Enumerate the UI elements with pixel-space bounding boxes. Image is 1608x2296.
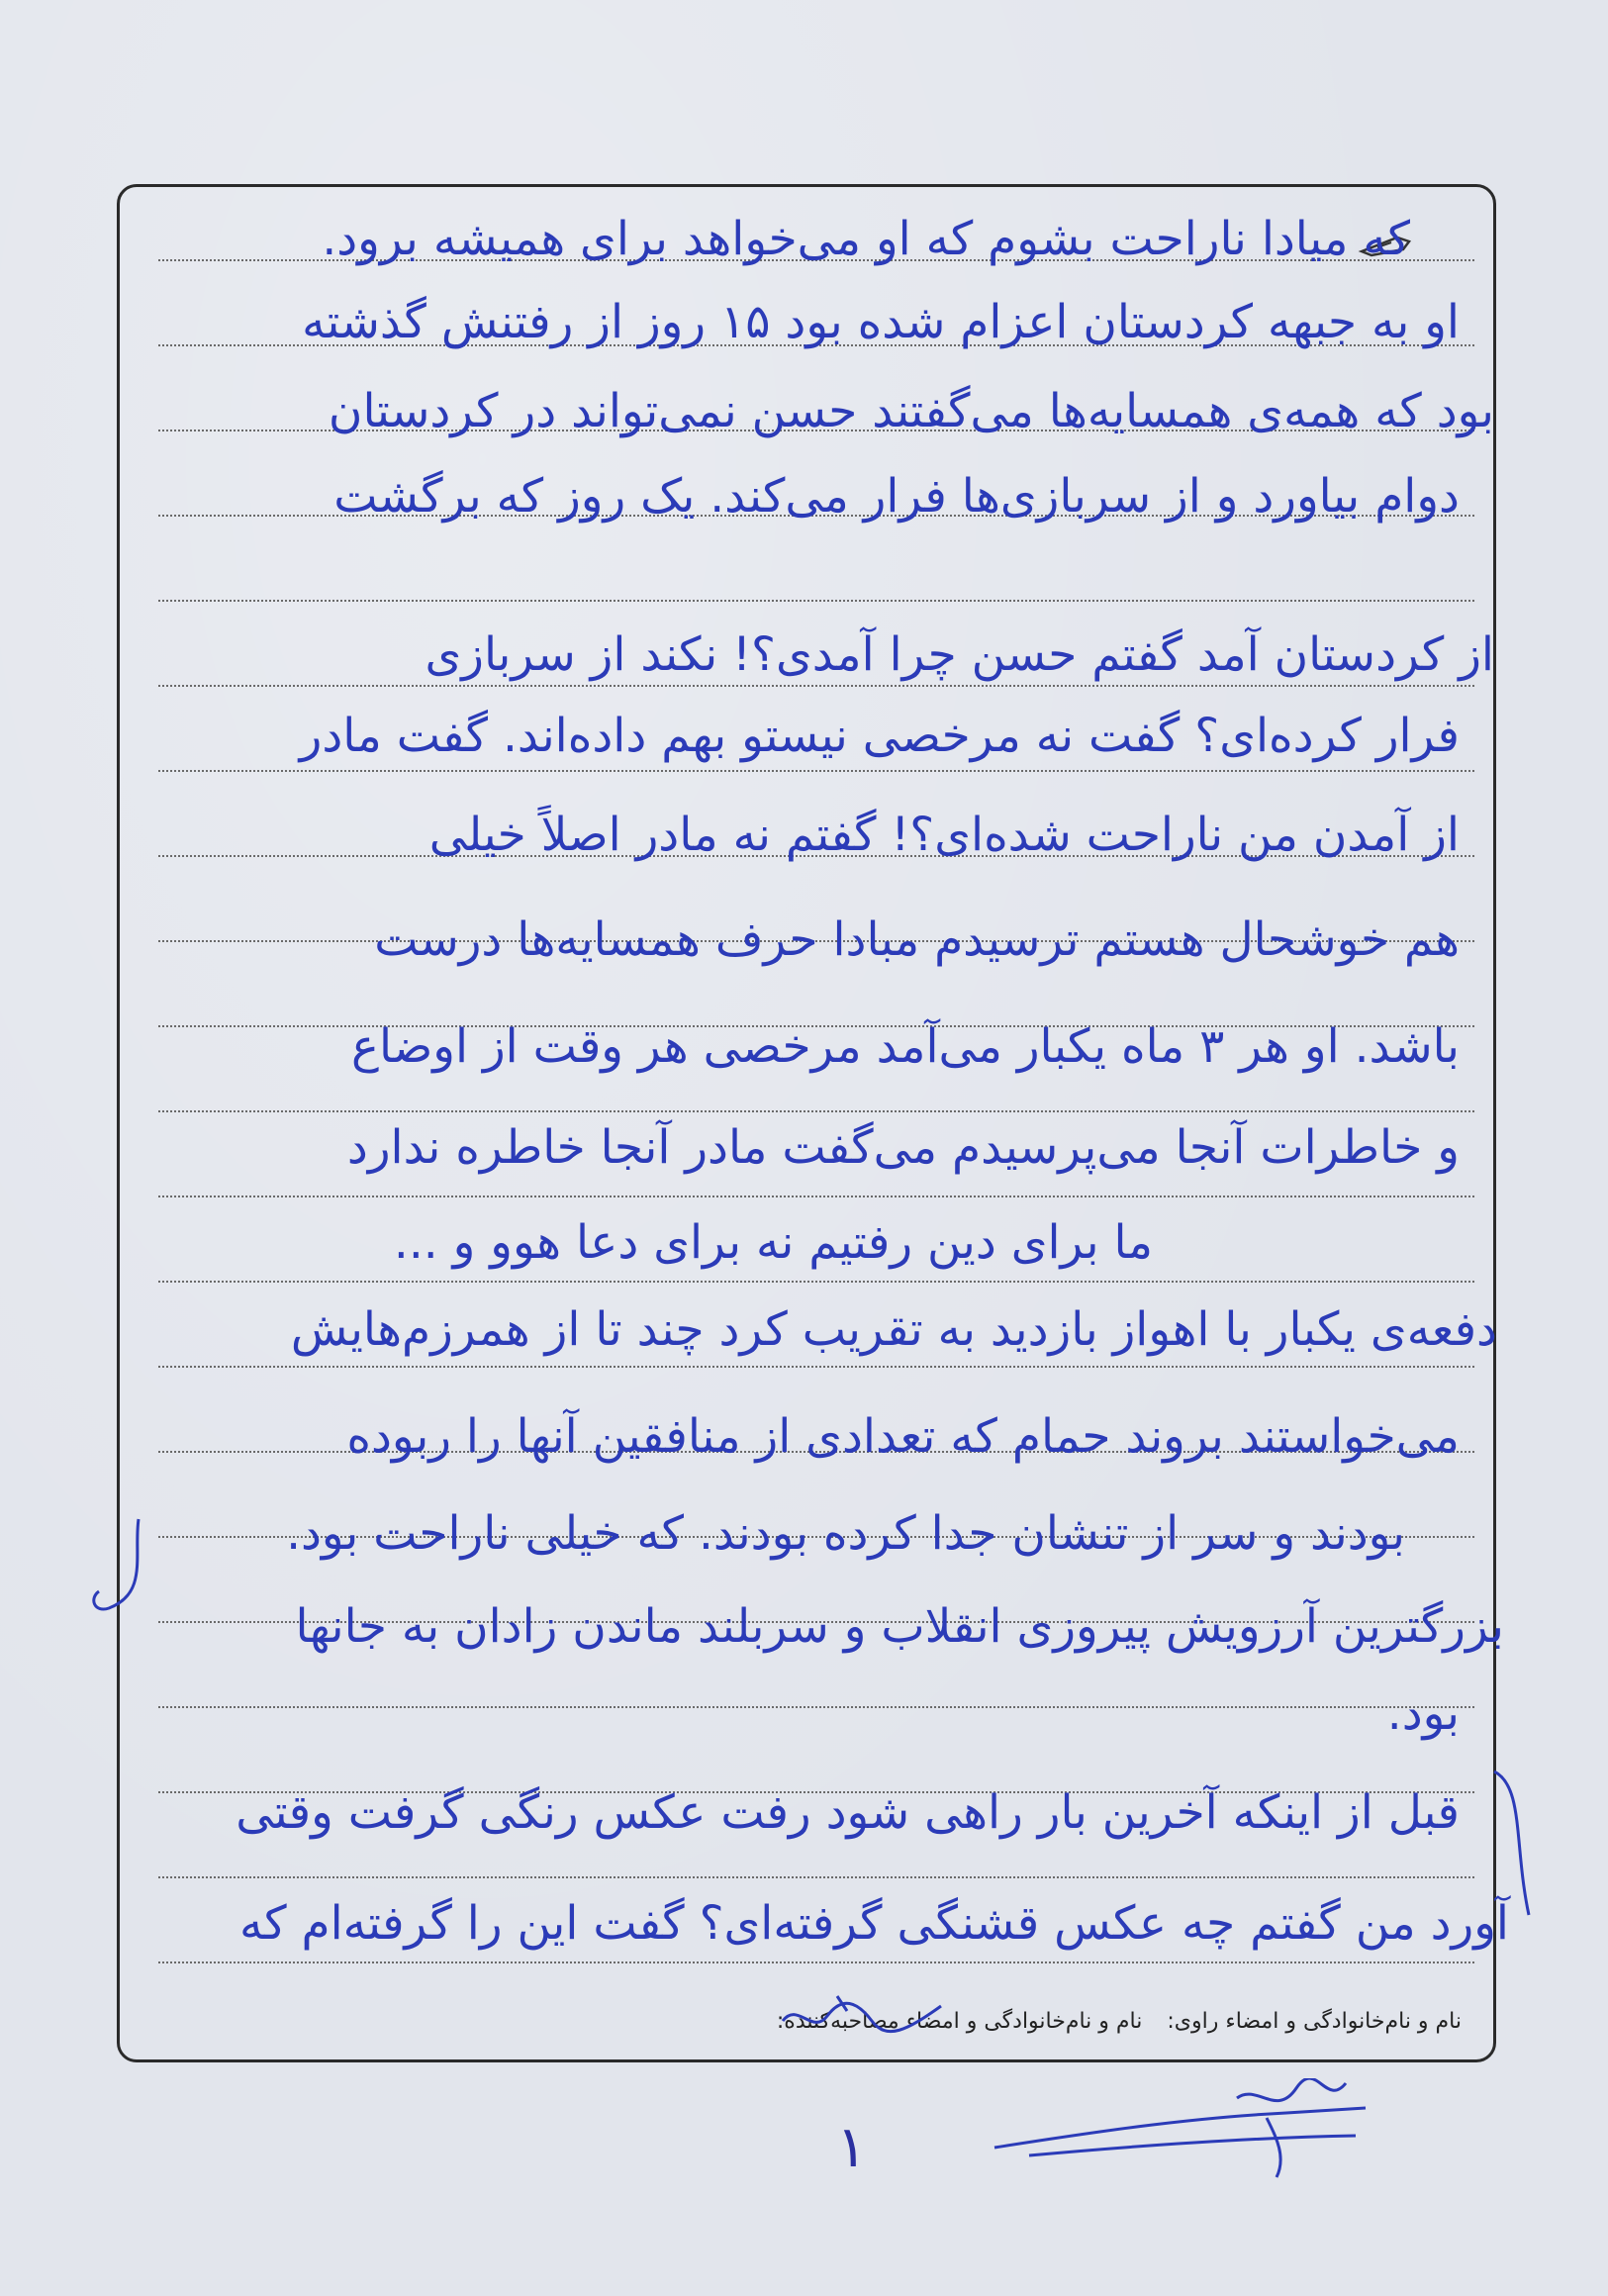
handwritten-line: ما برای دین رفتیم نه برای دعا هوو و ...: [393, 1215, 1153, 1270]
handwritten-line: او به جبهه کردستان اعزام شده بود ۱۵ روز از رفتنش گذشته: [302, 295, 1460, 349]
ruled-line: [158, 600, 1474, 602]
ruled-line: [158, 770, 1474, 772]
handwritten-line: بزرگترین آرزویش پیروزی انقلاب و سربلند ماندن زادان به جانها: [295, 1599, 1504, 1654]
handwritten-line: از کردستان آمد گفتم حسن چرا آمدی؟! نکند از سربازی: [425, 627, 1494, 682]
handwritten-line: دفعه‌ی یکبار با اهواز بازدید به تقریب کرد چند تا از همرزم‌هایش: [290, 1302, 1497, 1357]
handwritten-line: می‌خواستند بروند حمام که تعدادی از منافقین آنها را ربوده: [346, 1409, 1460, 1464]
handwritten-line: باشد. او هر ۳ ماه یکبار می‌آمد مرخصی هر وقت از اوضاع: [351, 1019, 1460, 1074]
ruled-line: [158, 1110, 1474, 1112]
ruled-line: [158, 1196, 1474, 1197]
margin-scribble: [1484, 1767, 1544, 1925]
handwritten-line: فرار کرده‌ای؟ گفت نه مرخصی نیستو بهم داده‌اند. گفت مادر: [299, 709, 1460, 763]
ruled-line: [158, 1706, 1474, 1708]
handwritten-line: بود که همه‌ی همسایه‌ها می‌گفتند حسن نمی‌تواند در کردستان: [328, 384, 1494, 438]
handwritten-line: قبل از اینکه آخرین بار راهی شود رفت عکس رنگی گرفت وقتی: [236, 1785, 1460, 1840]
ruled-line: [158, 1961, 1474, 1963]
handwritten-line: از آمدن من ناراحت شده‌ای؟! گفتم نه مادر اصلاً خیلی: [428, 808, 1460, 862]
ruled-line: [158, 1281, 1474, 1283]
handwritten-line: که میادا ناراحت بشوم که او می‌خواهد برای همیشه برود.: [322, 212, 1410, 266]
handwritten-line: بودند و سر از تنشان جدا کرده بودند. که خیلی ناراحت بود.: [286, 1506, 1405, 1561]
interviewer-signature: [778, 1991, 946, 2041]
handwritten-line: بود.: [1386, 1686, 1460, 1741]
handwritten-line: و خاطرات آنجا می‌پرسیدم می‌گفت مادر آنجا خاطره ندارد: [346, 1120, 1460, 1175]
margin-scribble: [79, 1514, 158, 1623]
handwritten-line: هم خوشحال هستم ترسیدم مبادا حرف همسایه‌ها درست: [374, 912, 1460, 967]
handwritten-line: آورد من گفتم چه عکس قشنگی گرفته‌ای؟ گفت این را گرفته‌ام که: [239, 1896, 1509, 1951]
page-number: ۱: [836, 2113, 868, 2180]
ruled-line: [158, 1366, 1474, 1368]
interviewer-label: نام و نام‌خانوادگی و امضاء مصاحبه‌کننده:: [776, 2009, 1143, 2034]
narrator-label: نام و نام‌خانوادگی و امضاء راوی:: [1167, 2009, 1462, 2034]
ruled-line: [158, 1876, 1474, 1878]
narrator-signature: [990, 2078, 1385, 2187]
ruled-line: [158, 685, 1474, 687]
handwritten-line: دوام بیاورد و از سربازی‌ها فرار می‌کند. یک روز که برگشت: [333, 469, 1460, 524]
